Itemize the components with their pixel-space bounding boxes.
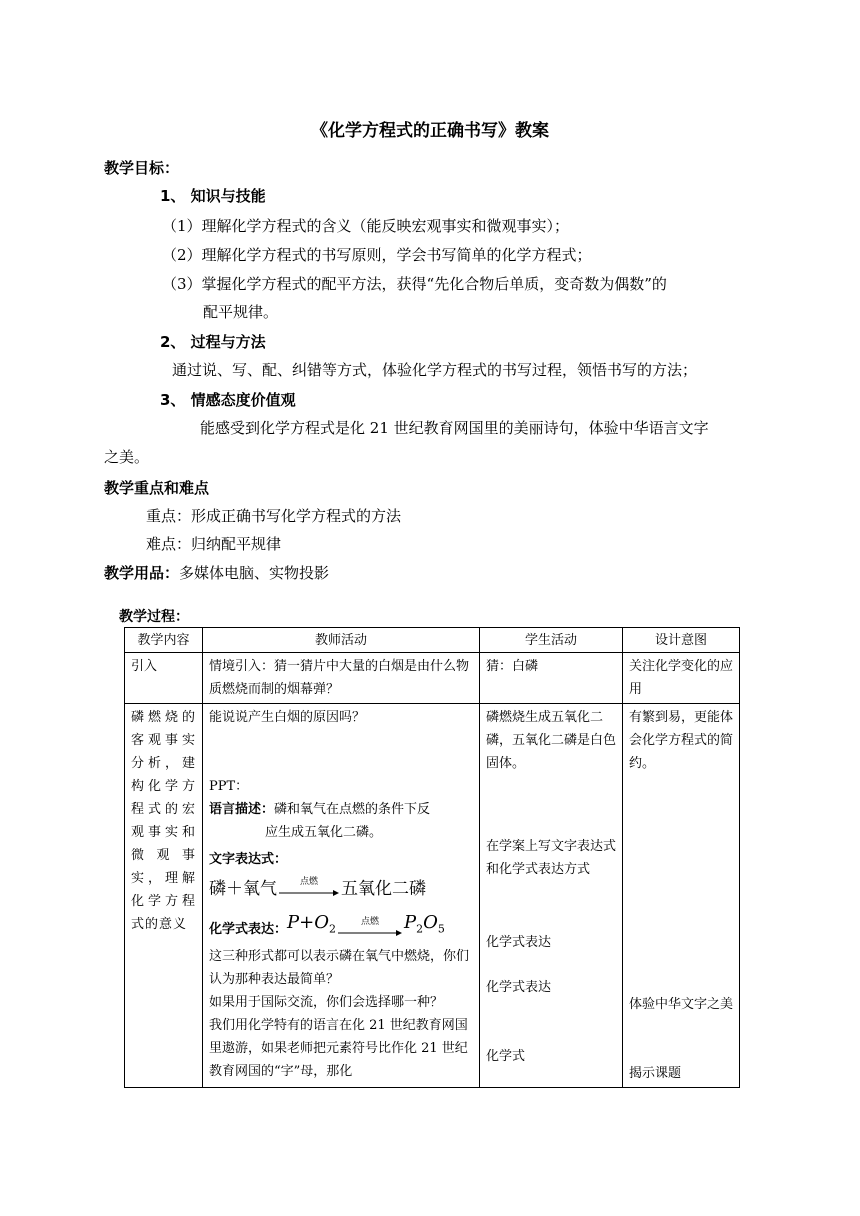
teaching-process-table xyxy=(124,627,740,1088)
key-points-heading: 教学重点和难点 xyxy=(104,479,210,497)
teacher-question: 这三种形式都可以表示磷在氧气中燃烧，你们认为那种表达最简单？ xyxy=(209,949,470,987)
word-equation xyxy=(209,871,473,901)
teaching-tools-text: 多媒体电脑、实物投影 xyxy=(179,564,330,582)
formula-products: $P_2O_5$ xyxy=(404,912,445,936)
attitude-text: 能感受到化学方程式是化 21 世纪教育网国里的美丽诗句，体验中华语言文字 xyxy=(200,419,709,437)
cell-intent: 关注化学变化的应用 xyxy=(623,653,740,704)
objective-item: （2）理解化学方程式的书写原则，学会书写简单的化学方程式； xyxy=(162,246,592,264)
design-intent: 体验中华文字之美 xyxy=(629,997,734,1012)
language-text-cont: 应生成五氧化二磷。 xyxy=(265,825,383,840)
table-header-row xyxy=(125,628,740,653)
attitude-heading: 3、 情感态度价值观 xyxy=(160,391,296,409)
cell-intent xyxy=(623,704,740,1088)
ppt-label: PPT： xyxy=(209,779,249,794)
process-method-heading: 2、 过程与方法 xyxy=(160,333,266,351)
chemical-equation xyxy=(209,901,473,941)
word-products: 五氧化二磷 xyxy=(341,879,426,899)
cell-content: 引入 xyxy=(125,653,203,704)
header-intent: 设计意图 xyxy=(623,628,740,653)
process-method-text: 通过说、写、配、纠错等方式，体验化学方程式的书写过程，领悟书写的方法； xyxy=(172,361,698,379)
student-answer: 化学式表达 xyxy=(486,935,552,950)
objective-item: （1）理解化学方程式的含义（能反映宏观事实和微观事实）； xyxy=(162,217,570,235)
key-point-difficulty: 难点：归纳配平规律 xyxy=(146,535,282,553)
header-student: 学生活动 xyxy=(480,628,623,653)
teacher-question: 如果用于国际交流，你们会选择哪一种？ xyxy=(209,995,444,1010)
cell-content: 磷燃烧的客观事实分析，建构化学方程式的宏观事实和微观事实，理解化学方程式的意义 xyxy=(125,704,203,1088)
attitude-text-cont: 之美。 xyxy=(104,448,150,466)
teaching-tools-label: 教学用品： xyxy=(104,564,180,582)
cell-student xyxy=(480,704,623,1088)
table-row xyxy=(125,704,740,1088)
header-content: 教学内容 xyxy=(125,628,203,653)
language-description xyxy=(209,798,473,821)
student-answer: 磷燃烧生成五氧化二磷，五氧化二磷是白色固体。 xyxy=(486,710,617,771)
formula-arrow xyxy=(338,919,402,941)
teaching-tools xyxy=(104,562,329,583)
table-row xyxy=(125,653,740,704)
teacher-question: 我们用化学特有的语言在化 21 世纪教育网国里遨游，如果老师把元素符号比作化 21 世纪教育网国的“字”母，那化 xyxy=(209,1018,468,1079)
cell-teacher: 情境引入：猜一猜片中大量的白烟是由什么物质燃烧而制的烟幕弹？ xyxy=(203,653,480,704)
word-equation-label: 文字表达式： xyxy=(209,852,288,867)
design-intent: 有繁到易，更能体会化学方程式的简约。 xyxy=(629,710,734,771)
objective-item: （3）掌握化学方程式的配平方法，获得“先化合物后单质，变奇数为偶数”的 xyxy=(162,275,667,293)
cell-student: 猜：白磷 xyxy=(480,653,623,704)
language-text: 磷和氧气在点燃的条件下反 xyxy=(274,802,431,817)
key-point-focus: 重点：形成正确书写化学方程式的方法 xyxy=(146,507,402,525)
objective-item: 配平规律。 xyxy=(203,303,279,321)
student-answer: 在学案上写文字表达式和化学式表达方式 xyxy=(486,839,617,877)
formula-condition: 点燃 xyxy=(360,917,379,927)
word-reactants: 磷＋氧气 xyxy=(209,879,277,899)
reaction-arrow xyxy=(279,879,339,901)
student-answer: 化学式 xyxy=(486,1049,526,1064)
formula-reactants: $P+O_2$ xyxy=(287,912,336,936)
process-heading: 教学过程： xyxy=(119,609,189,625)
page-title: 《化学方程式的正确书写》教案 xyxy=(311,121,549,141)
cell-teacher xyxy=(203,704,480,1088)
objectives-heading: 教学目标： xyxy=(104,159,180,177)
design-intent: 揭示课题 xyxy=(629,1066,682,1081)
language-label: 语言描述： xyxy=(209,802,275,817)
header-teacher: 教师活动 xyxy=(203,628,480,653)
knowledge-skills-heading: 1、 知识与技能 xyxy=(160,187,266,205)
reaction-condition: 点燃 xyxy=(299,877,318,887)
teacher-question: 能说说产生白烟的原因吗？ xyxy=(209,710,366,725)
chemical-equation-label: 化学式表达： xyxy=(209,922,288,937)
student-answer: 化学式表达 xyxy=(486,980,552,995)
